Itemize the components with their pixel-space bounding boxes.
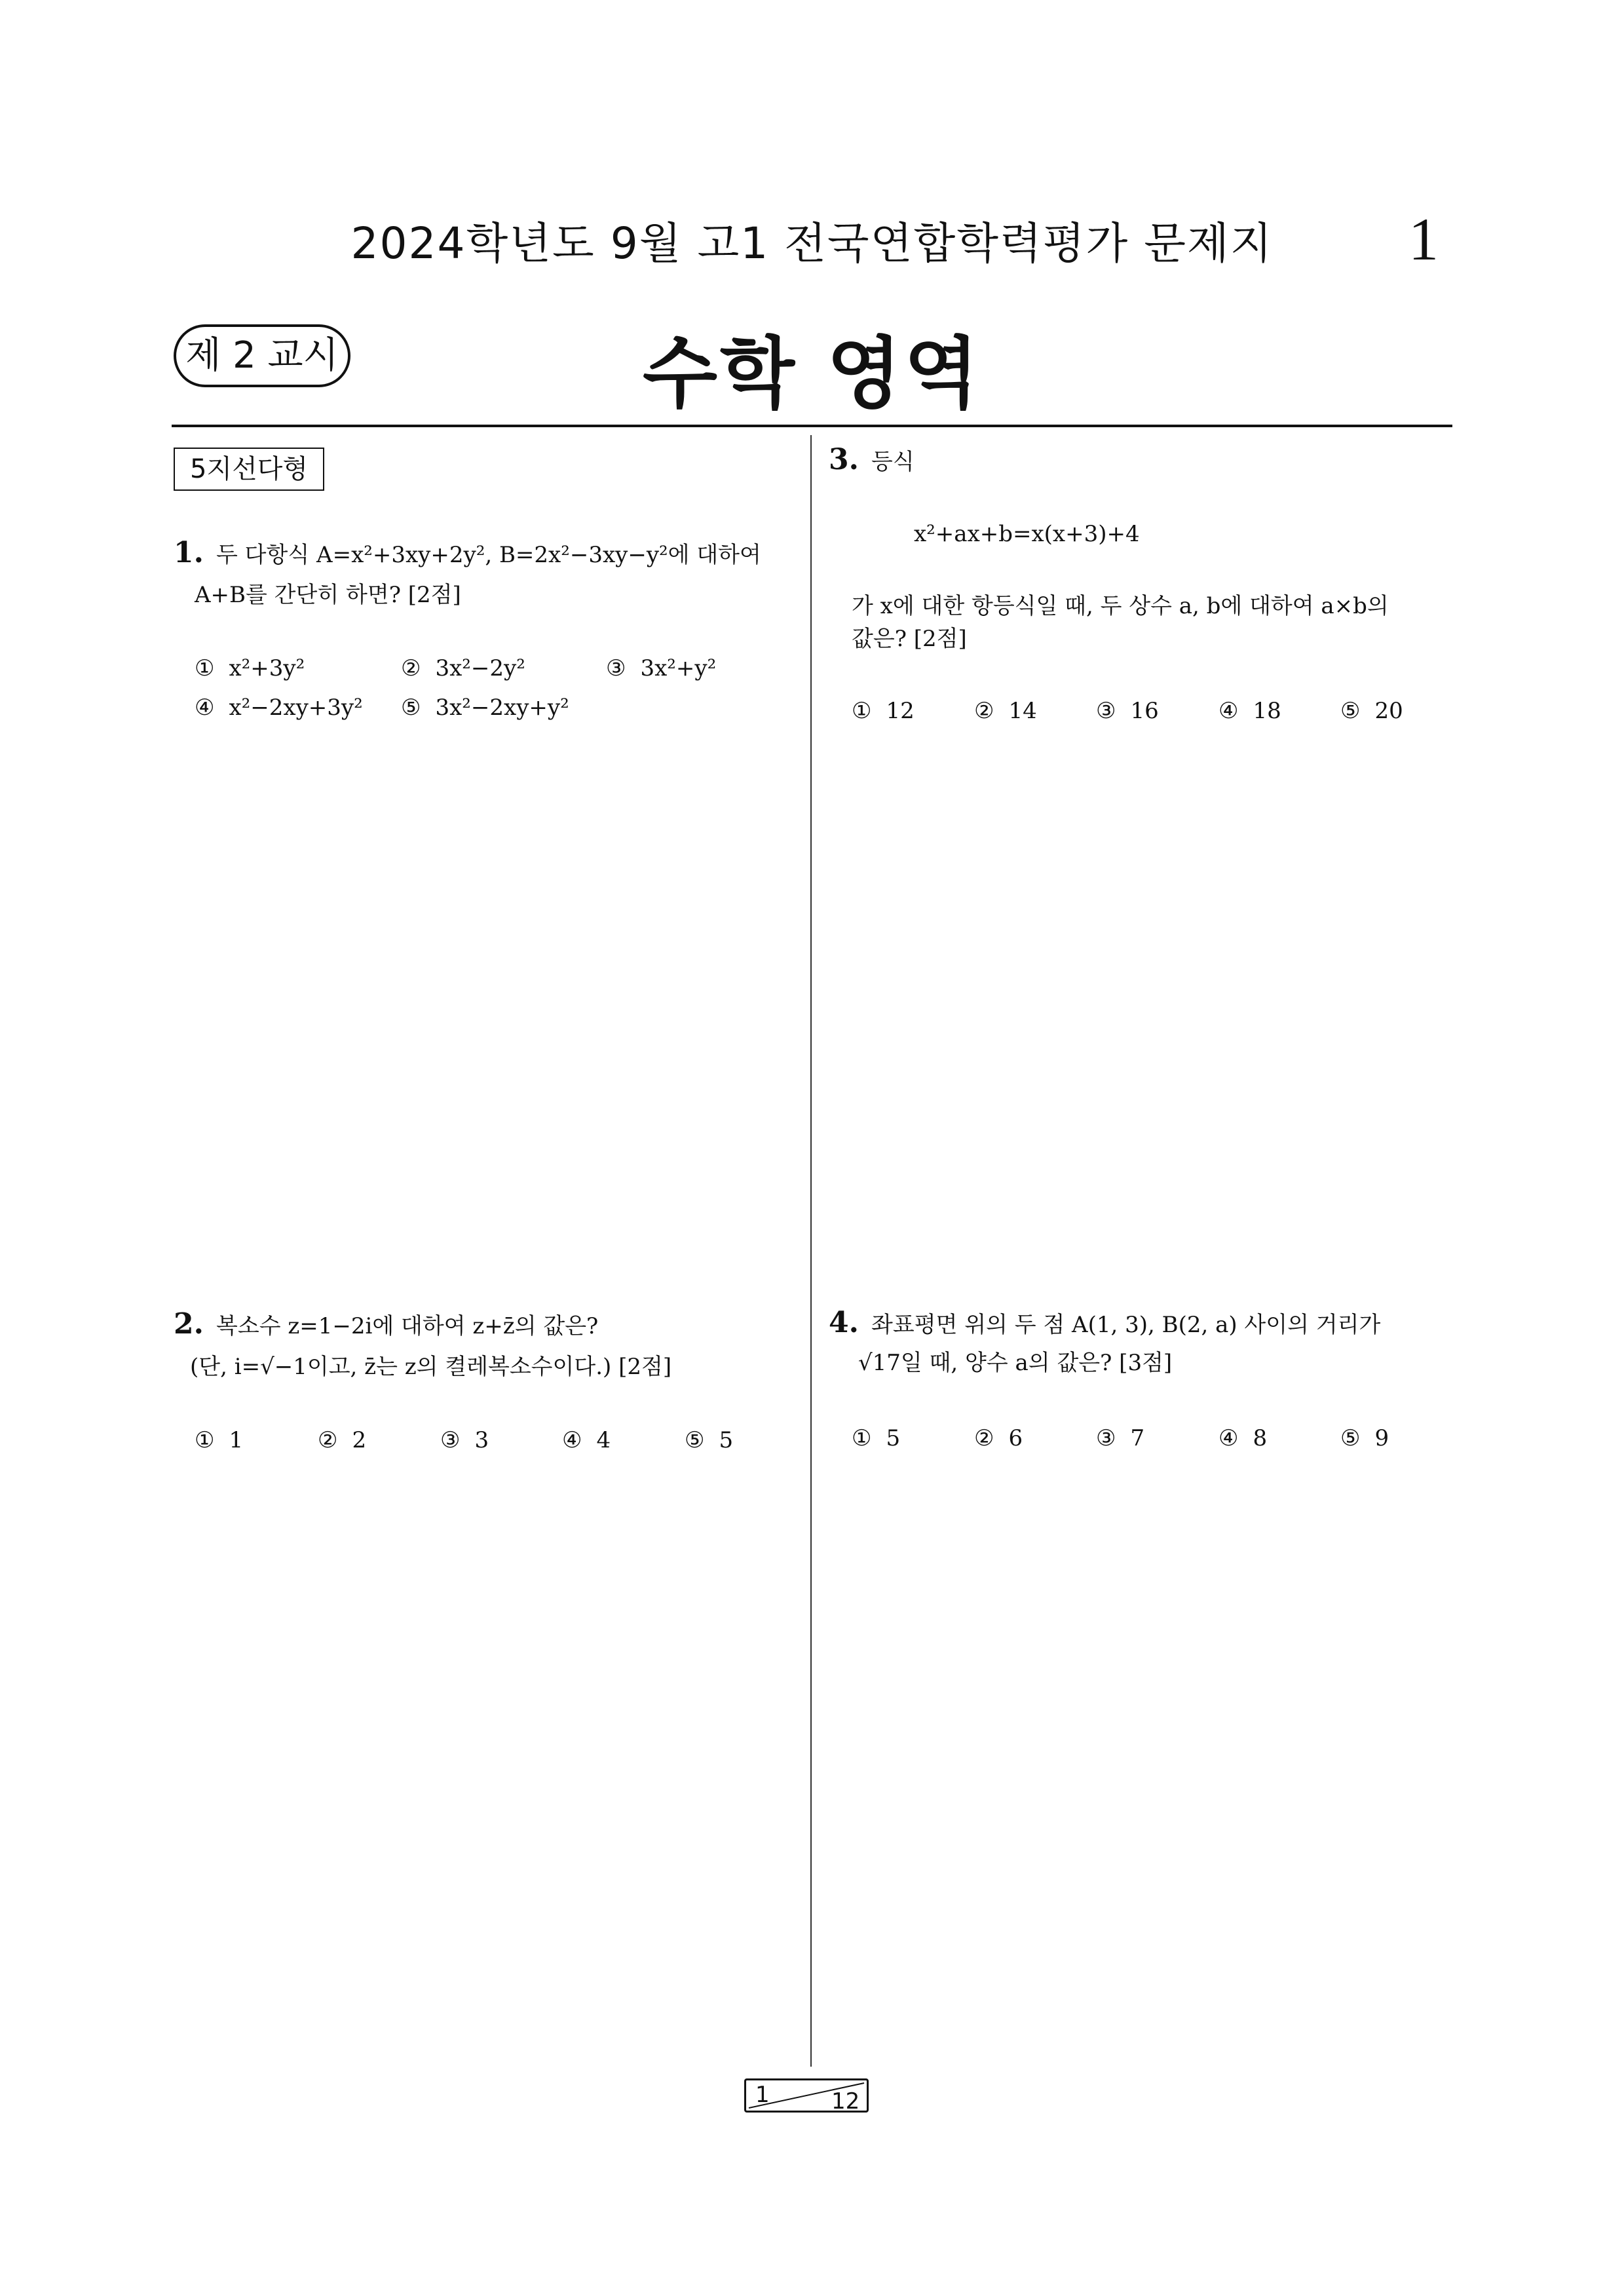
choice-text: x²−2xy+3y² <box>229 695 363 721</box>
choice-text: 8 <box>1253 1425 1268 1451</box>
page-indicator <box>744 2078 869 2113</box>
choice-mark: ④ <box>195 695 215 721</box>
choice-text: 3x²−2y² <box>435 655 525 681</box>
choice-text: 3x²+y² <box>640 655 717 681</box>
question-1 <box>174 536 761 569</box>
question-text: 좌표평면 위의 두 점 A(1, 3), B(2, a) 사이의 거리가 <box>871 1312 1381 1338</box>
choice-4[interactable] <box>562 1427 611 1453</box>
choice-text: 3x²−2xy+y² <box>435 695 569 721</box>
choice-mark: ① <box>195 1427 215 1453</box>
choice-3[interactable] <box>1096 698 1159 724</box>
choice-mark: ① <box>852 1425 872 1451</box>
choice-mark: ⑤ <box>401 695 421 721</box>
choice-5[interactable] <box>401 695 569 721</box>
choice-mark: ② <box>974 1425 994 1451</box>
current-page: 1 <box>755 2082 770 2108</box>
choice-5[interactable] <box>1340 698 1403 724</box>
choice-text: 16 <box>1130 698 1159 724</box>
question-text: (단, i=√−1이고, z̄는 z의 켤레복소수이다.) [2점] <box>190 1354 672 1380</box>
choice-mark: ② <box>401 655 421 681</box>
choice-text: 9 <box>1374 1425 1389 1451</box>
choice-1[interactable] <box>195 1427 243 1453</box>
header-divider <box>172 425 1452 427</box>
question-number: 1. <box>174 536 204 569</box>
equation: x²+ax+b=x(x+3)+4 <box>914 521 1140 547</box>
question-number: 2. <box>174 1307 204 1341</box>
question-2 <box>174 1307 598 1341</box>
choice-text: 5 <box>719 1427 734 1453</box>
choice-mark: ③ <box>1096 1425 1116 1451</box>
choice-mark: ③ <box>440 1427 461 1453</box>
choice-text: 12 <box>886 698 915 724</box>
choice-text: 4 <box>596 1427 611 1453</box>
question-number: 3. <box>829 443 859 476</box>
question-3 <box>829 443 915 476</box>
choice-mark: ⑤ <box>1340 1425 1361 1451</box>
choice-mark: ① <box>852 698 872 724</box>
choice-mark: ④ <box>562 1427 582 1453</box>
section-label: 5지선다형 <box>174 448 324 491</box>
choice-mark: ③ <box>1096 698 1116 724</box>
choice-mark: ⑤ <box>1340 698 1361 724</box>
choice-text: 7 <box>1130 1425 1145 1451</box>
choice-mark: ③ <box>606 655 626 681</box>
question-text: 가 x에 대한 항등식일 때, 두 상수 a, b에 대하여 a×b의 <box>852 593 1389 619</box>
choice-text: 6 <box>1008 1425 1023 1451</box>
choice-mark: ④ <box>1218 1425 1239 1451</box>
question-text: 등식 <box>871 449 915 475</box>
choice-4[interactable] <box>1218 1425 1267 1451</box>
choice-mark: ① <box>195 655 215 681</box>
choice-3[interactable] <box>1096 1425 1144 1451</box>
choice-5[interactable] <box>1340 1425 1389 1451</box>
total-pages: 12 <box>831 2088 860 2114</box>
choice-2[interactable] <box>318 1427 366 1453</box>
subject-title: 수학 영역 <box>642 328 982 419</box>
column-divider <box>810 435 812 2067</box>
choice-text: 2 <box>352 1427 367 1453</box>
choice-mark: ⑤ <box>685 1427 705 1453</box>
choice-3[interactable] <box>606 655 716 681</box>
choice-5[interactable] <box>685 1427 733 1453</box>
choice-4[interactable] <box>195 695 363 721</box>
period-label: 제 2 교시 <box>174 324 350 387</box>
question-text: 두 다항식 A=x²+3xy+2y², B=2x²−3xy−y²에 대하여 <box>216 542 761 568</box>
choice-1[interactable] <box>195 655 305 681</box>
choice-text: 18 <box>1253 698 1281 724</box>
choice-text: 1 <box>229 1427 244 1453</box>
choice-text: 3 <box>474 1427 489 1453</box>
page-number: 1 <box>1408 206 1439 273</box>
choice-2[interactable] <box>974 698 1037 724</box>
choice-text: 5 <box>886 1425 901 1451</box>
question-number: 4. <box>829 1306 859 1339</box>
choice-mark: ② <box>974 698 994 724</box>
question-4 <box>829 1306 1380 1339</box>
choice-mark: ② <box>318 1427 338 1453</box>
choice-3[interactable] <box>440 1427 489 1453</box>
choice-2[interactable] <box>974 1425 1023 1451</box>
question-text: 복소수 z=1−2i에 대하여 z+z̄의 값은? <box>216 1313 599 1339</box>
choice-1[interactable] <box>852 698 915 724</box>
question-text: √17일 때, 양수 a의 값은? [3점] <box>858 1350 1173 1376</box>
choice-text: 20 <box>1374 698 1403 724</box>
choice-text: x²+3y² <box>229 655 305 681</box>
choice-1[interactable] <box>852 1425 900 1451</box>
choice-mark: ④ <box>1218 698 1239 724</box>
choice-4[interactable] <box>1218 698 1281 724</box>
exam-header-title: 2024학년도 9월 고1 전국연합학력평가 문제지 <box>350 218 1274 269</box>
choice-2[interactable] <box>401 655 525 681</box>
choice-text: 14 <box>1008 698 1037 724</box>
question-text: A+B를 간단히 하면? [2점] <box>195 582 461 608</box>
question-text: 값은? [2점] <box>852 626 967 652</box>
